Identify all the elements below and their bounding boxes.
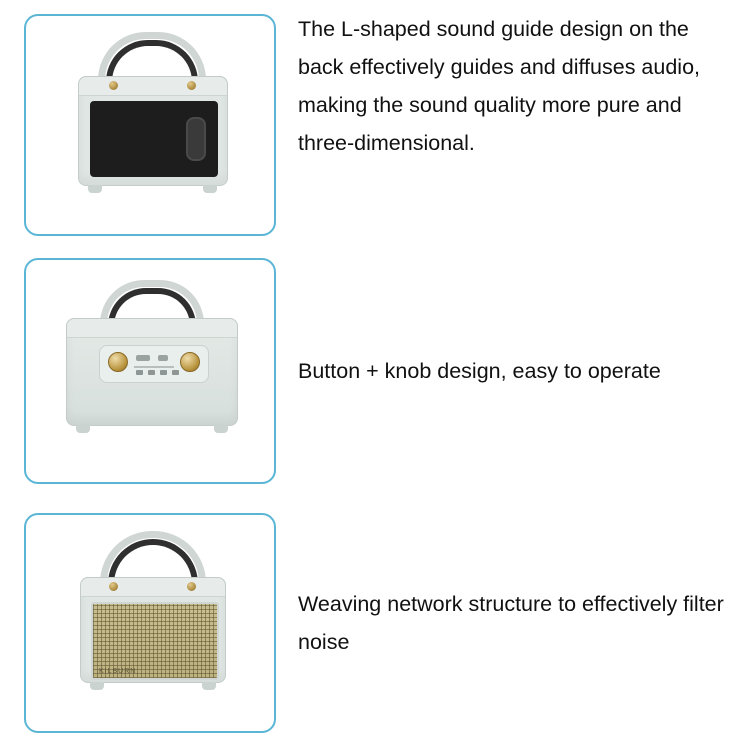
product-image-back-view bbox=[24, 14, 276, 236]
feature-row-back-sound-guide bbox=[0, 0, 750, 246]
speaker-top-strip bbox=[81, 578, 225, 597]
knob-left[interactable] bbox=[108, 352, 128, 372]
feature-caption-back-sound-guide: The L-shaped sound guide design on the back effectively guides and diffuses audio, making the sound quality more pure and three-dimensional. bbox=[298, 17, 701, 155]
foot-left bbox=[90, 682, 104, 690]
l-shaped-sound-guide bbox=[186, 117, 206, 161]
usb-port bbox=[136, 355, 150, 361]
control-panel bbox=[99, 345, 209, 383]
button-1[interactable] bbox=[136, 370, 143, 375]
screw-right bbox=[187, 582, 196, 591]
speaker-illustration-controls bbox=[26, 260, 274, 482]
feature-caption-button-knob-design: Button + knob design, easy to operate bbox=[298, 359, 661, 383]
speaker-body bbox=[80, 577, 226, 683]
speaker-illustration-back bbox=[26, 16, 274, 234]
product-image-front-grille bbox=[24, 513, 276, 733]
screw-right bbox=[187, 81, 196, 90]
screw-left bbox=[109, 81, 118, 90]
product-image-control-panel bbox=[24, 258, 276, 484]
woven-speaker-grille bbox=[91, 602, 219, 680]
feature-caption-weaving-network-structure: Weaving network structure to effectively filter noise bbox=[298, 592, 724, 654]
feature-row-weaving-network-structure bbox=[0, 496, 750, 750]
speaker-illustration-front bbox=[26, 515, 274, 731]
button-4[interactable] bbox=[172, 370, 179, 375]
speaker-top-strip bbox=[79, 77, 227, 96]
speaker-top-strip bbox=[67, 319, 237, 338]
button-3[interactable] bbox=[160, 370, 167, 375]
foot-right bbox=[214, 425, 228, 433]
speaker-body bbox=[78, 76, 228, 186]
speaker-body bbox=[66, 318, 238, 426]
panel-divider bbox=[134, 366, 174, 368]
foot-left bbox=[88, 185, 102, 193]
screw-left bbox=[109, 582, 118, 591]
grille-badge: KILBURN bbox=[99, 668, 137, 675]
knob-right[interactable] bbox=[180, 352, 200, 372]
feature-row-button-knob-design bbox=[0, 246, 750, 496]
button-2[interactable] bbox=[148, 370, 155, 375]
foot-left bbox=[76, 425, 90, 433]
back-panel bbox=[90, 101, 218, 177]
foot-right bbox=[203, 185, 217, 193]
foot-right bbox=[202, 682, 216, 690]
aux-port bbox=[158, 355, 168, 361]
